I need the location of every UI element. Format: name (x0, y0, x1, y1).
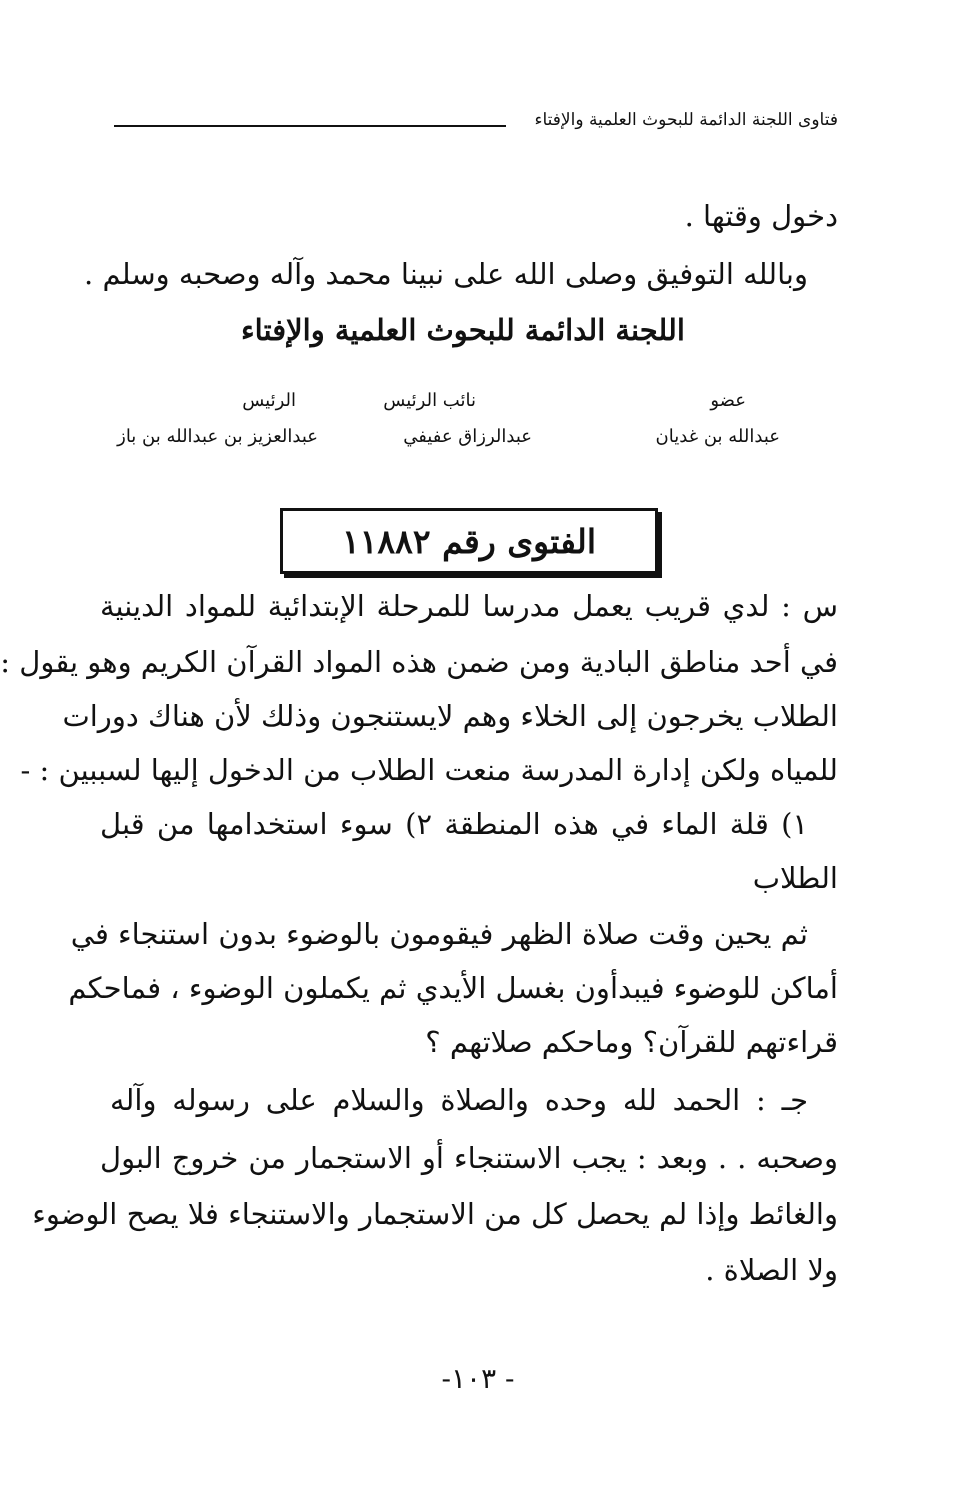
question-continuation-line: أماكن للوضوء فيبدأون بغسل الأيدي ثم يكملون الوضوء ، فماحكم (68, 971, 838, 1005)
question-line: للمياه ولكن إدارة المدرسة منعت الطلاب من الدخول إليها لسببين : - (20, 753, 838, 787)
signatory-roles (120, 390, 806, 420)
page-number: - ١٠٣- (441, 1362, 515, 1395)
signatory-name: عبدالعزيز بن عبدالله بن باز (117, 426, 318, 447)
question-line: ١) قلة الماء في هذه المنطقة ٢) سوء استخدامها من قبل (100, 807, 808, 841)
closing-formula: وبالله التوفيق وصلى الله على نبينا محمد وآله وصحبه وسلم . (84, 257, 808, 291)
question-line: في أحد مناطق البادية ومن ضمن هذه المواد القرآن الكريم وهو يقول : (0, 645, 838, 679)
signatory-names (117, 426, 806, 456)
signatory-role: عضو (710, 390, 746, 411)
question-line: الطلاب يخرجون إلى الخلاء وهم لايستنجون وذلك لأن هناك دورات (62, 699, 838, 733)
header-rule (114, 125, 506, 127)
signatory-role: نائب الرئيس (383, 390, 476, 411)
previous-fatwa-ending: دخول وقتها . (684, 199, 838, 233)
question-line: س : لدي قريب يعمل مدرسا للمرحلة الإبتدائية للمواد الدينية (100, 589, 838, 623)
fatwa-number-box (280, 508, 658, 574)
committee-name: اللجنة الدائمة للبحوث العلمية والإفتاء (241, 313, 685, 347)
question-continuation-line: ثم يحين وقت صلاة الظهر فيقومون بالوضوء بدون استنجاء في (70, 917, 808, 951)
question-line: الطلاب (752, 861, 838, 895)
fatwa-number-title: الفتوى رقم ١١٨٨٢ (341, 521, 597, 561)
signatory-name: عبدالرزاق عفيفي (403, 426, 532, 447)
answer-line: جـ : الحمد لله وحده والصلاة والسلام على رسوله وآله (110, 1083, 808, 1117)
signatory-name: عبدالله بن غديان (655, 426, 780, 447)
answer-line: وصحبه . . وبعد : يجب الاستنجاء أو الاستجمار من خروج البول (100, 1141, 838, 1175)
running-title: فتاوى اللجنة الدائمة للبحوث العلمية والإفتاء (534, 110, 838, 130)
signatory-role: الرئيس (242, 390, 296, 411)
running-header (114, 108, 838, 138)
answer-line: والغائط وإذا لم يحصل كل من الاستجمار والاستنجاء فلا يصح الوضوء (32, 1197, 838, 1231)
answer-line: ولا الصلاة . (705, 1253, 838, 1287)
question-continuation-line: قراءتهم للقرآن؟ وماحكم صلاتهم ؟ (425, 1025, 838, 1059)
